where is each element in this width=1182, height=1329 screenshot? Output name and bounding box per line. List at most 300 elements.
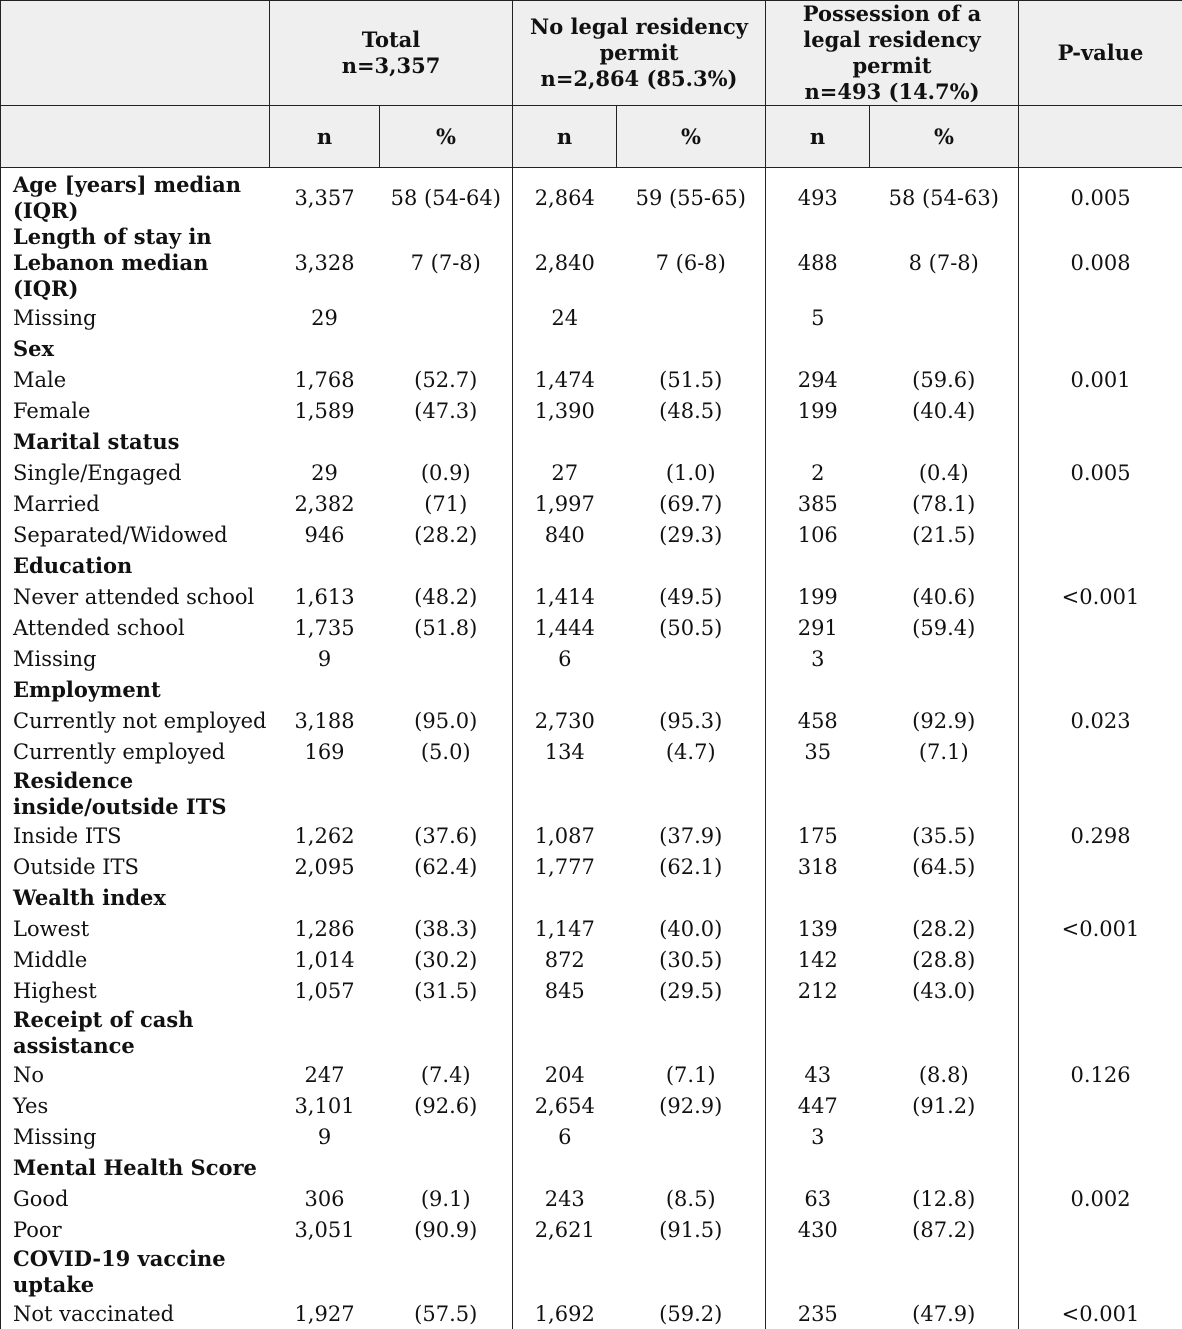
permit-n-cell: 142 (766, 944, 870, 975)
no-permit-pct-cell: (40.0) (617, 913, 766, 944)
row-label: Not vaccinated (1, 1298, 270, 1329)
permit-n-cell (766, 333, 870, 364)
no-permit-group-title: No legal residency permit (513, 14, 765, 66)
no-permit-n-cell: 2,730 (513, 705, 617, 736)
total-n-cell (270, 550, 380, 581)
no-permit-pct-cell: (29.5) (617, 975, 766, 1006)
total-pct-cell (380, 643, 513, 674)
category-row (1, 426, 1182, 457)
permit-pct-cell (870, 1121, 1019, 1152)
no-permit-n-cell: 27 (513, 457, 617, 488)
table-row (1, 364, 1182, 395)
total-n-cell: 3,051 (270, 1214, 380, 1245)
no-permit-pct-cell: (95.3) (617, 705, 766, 736)
pvalue-cell: 0.126 (1019, 1059, 1182, 1090)
total-pct-cell: (37.6) (380, 820, 513, 851)
pvalue-cell (1019, 674, 1182, 705)
table-row (1, 820, 1182, 851)
total-n-cell: 1,589 (270, 395, 380, 426)
table-row (1, 1214, 1182, 1245)
no-permit-n-cell: 2,840 (513, 224, 617, 302)
total-pct-cell (380, 333, 513, 364)
no-permit-n-cell: 204 (513, 1059, 617, 1090)
permit-n-cell (766, 1006, 870, 1059)
pvalue-cell (1019, 519, 1182, 550)
table-row (1, 736, 1182, 767)
pvalue-cell (1019, 488, 1182, 519)
table-row (1, 851, 1182, 882)
category-row (1, 550, 1182, 581)
total-n-cell: 2,095 (270, 851, 380, 882)
pvalue-cell (1019, 395, 1182, 426)
no-permit-n-cell (513, 674, 617, 705)
total-pct-cell (380, 767, 513, 820)
no-permit-n-cell (513, 1245, 617, 1298)
permit-n-cell (766, 767, 870, 820)
pvalue-cell (1019, 1214, 1182, 1245)
pvalue-cell (1019, 1006, 1182, 1059)
group-header-row (1, 1, 1182, 106)
permit-pct-cell (870, 333, 1019, 364)
permit-n-cell: 212 (766, 975, 870, 1006)
total-n-header: n (270, 106, 380, 168)
no-permit-n-cell (513, 333, 617, 364)
no-permit-pct-cell: (8.5) (617, 1183, 766, 1214)
permit-n-cell (766, 882, 870, 913)
permit-pct-cell (870, 1006, 1019, 1059)
total-n-cell (270, 1245, 380, 1298)
category-row (1, 767, 1182, 820)
row-label: Marital status (1, 426, 270, 457)
pvalue-cell: <0.001 (1019, 1298, 1182, 1329)
permit-pct-cell: (28.8) (870, 944, 1019, 975)
category-row (1, 172, 1182, 224)
no-permit-n-cell: 1,147 (513, 913, 617, 944)
permit-n-cell (766, 426, 870, 457)
no-permit-pct-cell: (30.5) (617, 944, 766, 975)
row-label: Currently not employed (1, 705, 270, 736)
no-permit-n-cell: 2,621 (513, 1214, 617, 1245)
no-permit-n-cell: 1,692 (513, 1298, 617, 1329)
no-permit-pct-cell (617, 1121, 766, 1152)
no-permit-group-header (513, 1, 766, 106)
category-row (1, 1152, 1182, 1183)
permit-pct-cell (870, 882, 1019, 913)
no-permit-n-cell: 134 (513, 736, 617, 767)
total-group-count: n=3,357 (270, 53, 512, 79)
total-n-cell (270, 882, 380, 913)
total-group-header (270, 1, 513, 106)
table-row (1, 302, 1182, 333)
permit-pct-cell: (59.6) (870, 364, 1019, 395)
category-row (1, 224, 1182, 302)
total-pct-cell (380, 1006, 513, 1059)
no-permit-n-cell: 1,444 (513, 612, 617, 643)
no-permit-pct-cell (617, 426, 766, 457)
pvalue-cell: 0.001 (1019, 364, 1182, 395)
category-row (1, 1006, 1182, 1059)
pvalue-cell: 0.005 (1019, 457, 1182, 488)
pvalue-cell (1019, 944, 1182, 975)
row-label: Lowest (1, 913, 270, 944)
permit-pct-cell (870, 426, 1019, 457)
row-label: Receipt of cash assistance (1, 1006, 270, 1059)
total-pct-cell: (95.0) (380, 705, 513, 736)
permit-pct-header: % (870, 106, 1019, 168)
permit-pct-cell: (47.9) (870, 1298, 1019, 1329)
no-permit-n-cell (513, 767, 617, 820)
pvalue-cell (1019, 767, 1182, 820)
pvalue-cell (1019, 302, 1182, 333)
total-pct-cell: (47.3) (380, 395, 513, 426)
total-pct-cell (380, 674, 513, 705)
permit-pct-cell: 58 (54-63) (870, 172, 1019, 224)
permit-n-cell: 2 (766, 457, 870, 488)
permit-group-title: Possession of a legal residency permit (766, 1, 1018, 79)
no-permit-pct-cell: (92.9) (617, 1090, 766, 1121)
table-body (1, 168, 1182, 1329)
no-permit-n-cell: 1,390 (513, 395, 617, 426)
pvalue-cell (1019, 882, 1182, 913)
permit-pct-cell: (0.4) (870, 457, 1019, 488)
no-permit-pct-cell: (37.9) (617, 820, 766, 851)
blank-pvalue-subheader (1019, 106, 1182, 168)
total-pct-cell (380, 426, 513, 457)
pvalue-cell (1019, 612, 1182, 643)
permit-n-cell: 5 (766, 302, 870, 333)
table-row (1, 1090, 1182, 1121)
no-permit-n-cell (513, 1152, 617, 1183)
pvalue-cell: 0.023 (1019, 705, 1182, 736)
total-pct-cell (380, 1152, 513, 1183)
permit-group-count: n=493 (14.7%) (766, 79, 1018, 105)
total-n-cell: 2,382 (270, 488, 380, 519)
no-permit-n-cell: 2,864 (513, 172, 617, 224)
no-permit-n-cell: 1,414 (513, 581, 617, 612)
permit-n-cell (766, 674, 870, 705)
table-row (1, 975, 1182, 1006)
total-pct-cell: (28.2) (380, 519, 513, 550)
permit-n-cell: 291 (766, 612, 870, 643)
no-permit-n-cell (513, 1006, 617, 1059)
pvalue-cell (1019, 1090, 1182, 1121)
table-row (1, 1183, 1182, 1214)
subheader-row (1, 106, 1182, 168)
no-permit-pct-cell (617, 674, 766, 705)
total-n-cell: 946 (270, 519, 380, 550)
row-label: Residence inside/outside ITS (1, 767, 270, 820)
row-label: Age [years] median (IQR) (1, 172, 270, 224)
row-label: Single/Engaged (1, 457, 270, 488)
table-row (1, 395, 1182, 426)
total-pct-cell: (71) (380, 488, 513, 519)
no-permit-n-cell: 6 (513, 643, 617, 674)
total-n-cell: 9 (270, 643, 380, 674)
permit-n-cell: 106 (766, 519, 870, 550)
permit-pct-cell: 8 (7-8) (870, 224, 1019, 302)
no-permit-n-cell: 1,087 (513, 820, 617, 851)
no-permit-n-cell: 24 (513, 302, 617, 333)
row-label: Employment (1, 674, 270, 705)
permit-pct-cell: (40.6) (870, 581, 1019, 612)
no-permit-pct-header: % (617, 106, 766, 168)
total-pct-cell (380, 1245, 513, 1298)
no-permit-n-cell: 6 (513, 1121, 617, 1152)
no-permit-n-cell: 1,997 (513, 488, 617, 519)
permit-pct-cell: (87.2) (870, 1214, 1019, 1245)
no-permit-pct-cell: (1.0) (617, 457, 766, 488)
row-label: Sex (1, 333, 270, 364)
permit-n-cell (766, 1152, 870, 1183)
table-row (1, 519, 1182, 550)
permit-pct-cell (870, 674, 1019, 705)
pvalue-cell (1019, 975, 1182, 1006)
table-row (1, 1121, 1182, 1152)
total-pct-cell: (52.7) (380, 364, 513, 395)
permit-pct-cell: (64.5) (870, 851, 1019, 882)
total-pct-cell: (51.8) (380, 612, 513, 643)
blank-header-cell (1, 1, 270, 106)
permit-pct-cell: (28.2) (870, 913, 1019, 944)
permit-n-cell: 235 (766, 1298, 870, 1329)
no-permit-pct-cell: (62.1) (617, 851, 766, 882)
total-pct-cell: (90.9) (380, 1214, 513, 1245)
permit-pct-cell: (35.5) (870, 820, 1019, 851)
total-n-cell: 29 (270, 457, 380, 488)
row-label: Missing (1, 302, 270, 333)
no-permit-pct-cell: (91.5) (617, 1214, 766, 1245)
total-pct-cell (380, 302, 513, 333)
no-permit-pct-cell (617, 767, 766, 820)
no-permit-n-cell (513, 882, 617, 913)
row-label: Female (1, 395, 270, 426)
total-pct-cell: (9.1) (380, 1183, 513, 1214)
permit-pct-cell: (40.4) (870, 395, 1019, 426)
permit-n-cell: 199 (766, 395, 870, 426)
permit-pct-cell: (21.5) (870, 519, 1019, 550)
row-label: Male (1, 364, 270, 395)
permit-n-cell: 493 (766, 172, 870, 224)
category-row (1, 333, 1182, 364)
total-pct-cell (380, 1121, 513, 1152)
pvalue-cell (1019, 333, 1182, 364)
total-pct-cell (380, 882, 513, 913)
permit-pct-cell (870, 550, 1019, 581)
total-pct-cell: (92.6) (380, 1090, 513, 1121)
no-permit-pct-cell (617, 1245, 766, 1298)
permit-n-cell: 3 (766, 1121, 870, 1152)
permit-pct-cell: (8.8) (870, 1059, 1019, 1090)
total-n-cell: 1,014 (270, 944, 380, 975)
total-group-title: Total (270, 27, 512, 53)
total-n-cell: 3,328 (270, 224, 380, 302)
permit-n-header: n (766, 106, 870, 168)
pvalue-cell: <0.001 (1019, 581, 1182, 612)
total-pct-cell: (57.5) (380, 1298, 513, 1329)
permit-n-cell (766, 550, 870, 581)
row-label: Length of stay in Lebanon median (IQR) (1, 224, 270, 302)
no-permit-pct-cell (617, 333, 766, 364)
no-permit-n-cell: 1,474 (513, 364, 617, 395)
total-n-cell: 1,768 (270, 364, 380, 395)
total-n-cell (270, 1152, 380, 1183)
no-permit-pct-cell: 7 (6-8) (617, 224, 766, 302)
permit-pct-cell (870, 643, 1019, 674)
row-label: Missing (1, 643, 270, 674)
permit-pct-cell: (91.2) (870, 1090, 1019, 1121)
total-pct-cell: (30.2) (380, 944, 513, 975)
total-pct-cell: 7 (7-8) (380, 224, 513, 302)
total-n-cell: 1,927 (270, 1298, 380, 1329)
table-row (1, 705, 1182, 736)
table-row (1, 643, 1182, 674)
row-label: Never attended school (1, 581, 270, 612)
pvalue-cell: 0.005 (1019, 172, 1182, 224)
no-permit-n-cell (513, 426, 617, 457)
no-permit-pct-cell: (4.7) (617, 736, 766, 767)
no-permit-pct-cell: 59 (55-65) (617, 172, 766, 224)
no-permit-pct-cell (617, 1006, 766, 1059)
table-row (1, 913, 1182, 944)
permit-n-cell (766, 1245, 870, 1298)
pvalue-header: P-value (1019, 1, 1182, 106)
row-label: Currently employed (1, 736, 270, 767)
no-permit-pct-cell (617, 643, 766, 674)
total-n-cell (270, 767, 380, 820)
category-row (1, 674, 1182, 705)
total-pct-header: % (380, 106, 513, 168)
permit-n-cell: 139 (766, 913, 870, 944)
row-label: Attended school (1, 612, 270, 643)
row-label: No (1, 1059, 270, 1090)
table-row (1, 944, 1182, 975)
no-permit-pct-cell (617, 550, 766, 581)
pvalue-cell (1019, 1152, 1182, 1183)
permit-pct-cell (870, 767, 1019, 820)
no-permit-n-cell: 243 (513, 1183, 617, 1214)
table-row (1, 1298, 1182, 1329)
no-permit-pct-cell: (51.5) (617, 364, 766, 395)
total-n-cell: 169 (270, 736, 380, 767)
no-permit-pct-cell: (69.7) (617, 488, 766, 519)
no-permit-n-cell: 845 (513, 975, 617, 1006)
row-label: Mental Health Score (1, 1152, 270, 1183)
pvalue-cell (1019, 851, 1182, 882)
total-n-cell: 247 (270, 1059, 380, 1090)
total-pct-cell: (5.0) (380, 736, 513, 767)
pvalue-cell: 0.298 (1019, 820, 1182, 851)
total-pct-cell: (38.3) (380, 913, 513, 944)
total-pct-cell: (0.9) (380, 457, 513, 488)
table-row (1, 488, 1182, 519)
permit-n-cell: 63 (766, 1183, 870, 1214)
total-pct-cell: (62.4) (380, 851, 513, 882)
total-n-cell: 306 (270, 1183, 380, 1214)
no-permit-n-cell: 2,654 (513, 1090, 617, 1121)
permit-pct-cell: (43.0) (870, 975, 1019, 1006)
total-n-cell: 29 (270, 302, 380, 333)
no-permit-n-cell (513, 550, 617, 581)
total-n-cell (270, 426, 380, 457)
total-pct-cell (380, 550, 513, 581)
pvalue-cell: 0.008 (1019, 224, 1182, 302)
row-label: Good (1, 1183, 270, 1214)
no-permit-n-header: n (513, 106, 617, 168)
row-label: Separated/Widowed (1, 519, 270, 550)
row-label: Inside ITS (1, 820, 270, 851)
permit-n-cell: 43 (766, 1059, 870, 1090)
total-pct-cell: (31.5) (380, 975, 513, 1006)
no-permit-pct-cell (617, 882, 766, 913)
category-row (1, 882, 1182, 913)
pvalue-cell: 0.002 (1019, 1183, 1182, 1214)
permit-n-cell: 318 (766, 851, 870, 882)
table-row (1, 581, 1182, 612)
row-label: Yes (1, 1090, 270, 1121)
pvalue-cell (1019, 426, 1182, 457)
total-n-cell: 1,735 (270, 612, 380, 643)
table-row (1, 457, 1182, 488)
category-row (1, 1245, 1182, 1298)
permit-n-cell: 294 (766, 364, 870, 395)
row-label: COVID-19 vaccine uptake (1, 1245, 270, 1298)
permit-n-cell: 199 (766, 581, 870, 612)
total-n-cell (270, 1006, 380, 1059)
total-n-cell: 1,262 (270, 820, 380, 851)
row-label: Outside ITS (1, 851, 270, 882)
no-permit-group-count: n=2,864 (85.3%) (513, 66, 765, 92)
permit-n-cell: 447 (766, 1090, 870, 1121)
permit-pct-cell (870, 302, 1019, 333)
row-label: Education (1, 550, 270, 581)
pvalue-cell: <0.001 (1019, 913, 1182, 944)
total-n-cell: 1,613 (270, 581, 380, 612)
total-pct-cell: (7.4) (380, 1059, 513, 1090)
row-label: Highest (1, 975, 270, 1006)
permit-pct-cell (870, 1152, 1019, 1183)
total-n-cell (270, 674, 380, 705)
no-permit-n-cell: 840 (513, 519, 617, 550)
permit-n-cell: 3 (766, 643, 870, 674)
permit-n-cell: 458 (766, 705, 870, 736)
pvalue-cell (1019, 643, 1182, 674)
total-n-cell: 3,188 (270, 705, 380, 736)
permit-pct-cell: (78.1) (870, 488, 1019, 519)
total-n-cell: 1,286 (270, 913, 380, 944)
no-permit-pct-cell: (49.5) (617, 581, 766, 612)
permit-group-header (766, 1, 1019, 106)
total-n-cell: 1,057 (270, 975, 380, 1006)
permit-n-cell: 385 (766, 488, 870, 519)
table-row (1, 612, 1182, 643)
permit-n-cell: 175 (766, 820, 870, 851)
total-pct-cell: 58 (54-64) (380, 172, 513, 224)
table-row (1, 1059, 1182, 1090)
pvalue-cell (1019, 550, 1182, 581)
row-label: Married (1, 488, 270, 519)
no-permit-n-cell: 1,777 (513, 851, 617, 882)
total-n-cell: 9 (270, 1121, 380, 1152)
no-permit-pct-cell: (29.3) (617, 519, 766, 550)
pvalue-cell (1019, 1121, 1182, 1152)
permit-n-cell: 430 (766, 1214, 870, 1245)
row-label: Poor (1, 1214, 270, 1245)
no-permit-pct-cell: (50.5) (617, 612, 766, 643)
row-label: Middle (1, 944, 270, 975)
total-n-cell: 3,357 (270, 172, 380, 224)
no-permit-n-cell: 872 (513, 944, 617, 975)
permit-n-cell: 488 (766, 224, 870, 302)
